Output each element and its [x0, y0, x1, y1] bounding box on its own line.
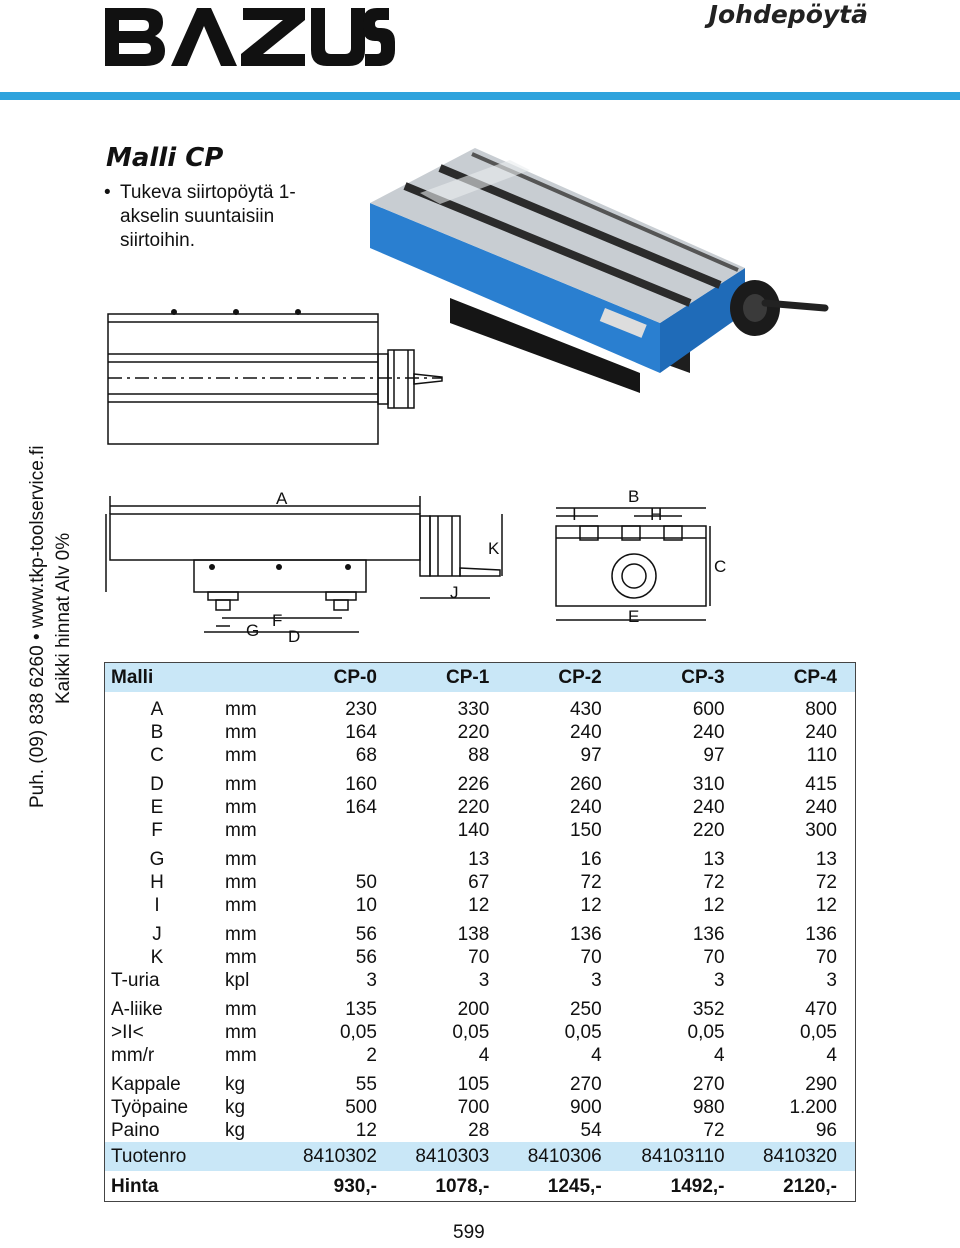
row-value: 0,05	[564, 1022, 602, 1043]
row-value: 300	[805, 820, 837, 841]
row-value: 8410306	[507, 1142, 619, 1171]
row-label: C	[150, 745, 164, 766]
spec-row	[105, 1021, 856, 1044]
row-value: 2120,-	[783, 1175, 837, 1197]
row-value: 16	[580, 849, 602, 870]
row-value: 430	[569, 699, 602, 720]
row-label: Malli	[105, 663, 222, 693]
row-value: 135	[345, 999, 377, 1020]
row-label: H	[150, 872, 164, 893]
row-unit: mm	[225, 820, 257, 841]
price-row	[105, 1171, 856, 1202]
bazus-logo	[105, 8, 395, 66]
spec-row	[105, 1096, 856, 1119]
row-value: 290	[805, 1074, 837, 1095]
row-value: 0,05	[339, 1022, 377, 1043]
vat-line: Kaikki hinnat Alv 0%	[53, 532, 74, 704]
row-unit: mm	[225, 1045, 257, 1066]
row-value: 1078,-	[435, 1175, 490, 1197]
front-view-drawing	[104, 486, 514, 646]
row-value	[283, 819, 395, 842]
row-value: 8410320	[743, 1142, 856, 1171]
row-value: 140	[457, 820, 490, 841]
spec-row	[105, 796, 856, 819]
row-value: 13	[703, 849, 725, 870]
row-label: E	[150, 797, 164, 818]
row-value: 415	[805, 774, 837, 795]
row-value: 600	[692, 699, 725, 720]
row-value: 3	[478, 970, 490, 991]
row-value: 72	[703, 1120, 725, 1141]
row-value: 28	[468, 1120, 490, 1141]
spec-row	[105, 917, 856, 946]
row-unit: mm	[225, 797, 257, 818]
row-value: 56	[355, 947, 377, 968]
dim-label-a: A	[276, 489, 288, 508]
row-value: 88	[468, 745, 490, 766]
row-value: 160	[345, 774, 377, 795]
table-header-row	[105, 663, 856, 693]
dim-label-k: K	[488, 539, 500, 558]
row-value: 1492,-	[670, 1175, 725, 1197]
row-value: 220	[457, 797, 490, 818]
row-label: Hinta	[111, 1175, 159, 1197]
row-value: 3	[591, 970, 602, 991]
row-value: 240	[805, 722, 837, 743]
model-title: Malli CP	[106, 143, 224, 173]
row-unit: mm	[225, 722, 257, 743]
row-unit: mm	[225, 947, 257, 968]
phone-line: Puh. (09) 838 6260 • www.tkp-toolservice.fi	[27, 445, 48, 808]
row-label: D	[150, 774, 164, 795]
row-value: 352	[692, 999, 725, 1020]
spec-row	[105, 744, 856, 767]
spec-row	[105, 871, 856, 894]
row-value: 0,05	[800, 1022, 837, 1043]
row-label: Työpaine	[111, 1097, 189, 1118]
row-value: 3	[826, 970, 837, 991]
spec-row	[105, 842, 856, 871]
spec-row	[105, 969, 856, 992]
dim-label-j: J	[450, 583, 459, 602]
top-view-drawing	[104, 300, 444, 448]
row-value: CP-1	[395, 663, 507, 693]
row-label: K	[150, 947, 164, 968]
row-value: 330	[457, 699, 490, 720]
row-value: 1.200	[789, 1097, 837, 1118]
row-value: 4	[713, 1045, 725, 1066]
row-value: 70	[468, 947, 490, 968]
row-value: 270	[692, 1074, 725, 1095]
row-value: 10	[355, 895, 377, 916]
page-heading: Johdepöytä	[708, 0, 868, 29]
row-value: 13	[815, 849, 837, 870]
dim-label-i: I	[572, 505, 577, 524]
row-value: 12	[468, 895, 490, 916]
row-value: 68	[355, 745, 377, 766]
spec-row	[105, 1119, 856, 1142]
dim-label-d: D	[288, 627, 301, 646]
row-value: 164	[345, 797, 377, 818]
dim-label-c: C	[714, 557, 727, 576]
dim-label-f: F	[272, 611, 283, 630]
row-label: A-liike	[111, 999, 163, 1020]
row-value: 12	[580, 895, 602, 916]
row-value: 136	[805, 924, 837, 945]
row-value: 8410303	[395, 1142, 507, 1171]
spec-row	[105, 1067, 856, 1096]
row-label: >II<	[111, 1022, 144, 1043]
row-unit: kg	[225, 1120, 246, 1141]
row-value: 136	[569, 924, 602, 945]
feature-text: Tukeva siirtopöytä 1-akselin suuntaisiin siirtoihin.	[120, 182, 296, 251]
row-value: 138	[457, 924, 490, 945]
row-value: 220	[457, 722, 490, 743]
row-unit: mm	[225, 895, 257, 916]
row-value: 240	[805, 797, 837, 818]
feature-bullet	[104, 181, 334, 253]
dim-label-b: B	[628, 487, 640, 506]
spec-row	[105, 946, 856, 969]
row-value: 72	[703, 872, 725, 893]
row-value: 84103110	[620, 1142, 743, 1171]
dim-label-g: G	[246, 621, 260, 640]
row-unit: kg	[225, 1097, 246, 1118]
row-value: 470	[805, 999, 837, 1020]
row-value: 70	[815, 947, 837, 968]
row-value: 70	[703, 947, 725, 968]
row-label: Kappale	[111, 1074, 181, 1095]
row-value: 800	[805, 699, 837, 720]
row-value: 8410302	[283, 1142, 395, 1171]
row-value: 200	[457, 999, 490, 1020]
row-label: A	[150, 699, 164, 720]
spec-row	[105, 894, 856, 917]
row-value: 310	[692, 774, 725, 795]
row-value: CP-4	[743, 663, 856, 693]
bullet-dot: •	[104, 182, 111, 203]
row-value: 105	[457, 1074, 490, 1095]
row-value: 70	[580, 947, 602, 968]
row-value: 226	[457, 774, 490, 795]
row-unit: mm	[225, 924, 257, 945]
dim-label-h: H	[650, 505, 663, 524]
row-unit: mm	[225, 999, 257, 1020]
row-value: 13	[468, 849, 490, 870]
row-value: 50	[355, 872, 377, 893]
row-value: CP-3	[620, 663, 743, 693]
row-label: Paino	[111, 1120, 160, 1141]
row-value: 230	[345, 699, 377, 720]
row-value: 980	[692, 1097, 725, 1118]
product-number-row	[105, 1142, 856, 1171]
row-value: 3	[713, 970, 725, 991]
row-value: 250	[569, 999, 602, 1020]
row-unit: mm	[225, 745, 257, 766]
row-value: 4	[478, 1045, 490, 1066]
spec-row	[105, 1044, 856, 1067]
row-unit	[221, 1142, 283, 1171]
row-value: CP-0	[283, 663, 395, 693]
row-value: 12	[355, 1120, 377, 1141]
row-value: 56	[355, 924, 377, 945]
row-value	[283, 842, 395, 871]
row-value: 54	[580, 1120, 602, 1141]
spec-row	[105, 767, 856, 796]
row-value: 72	[815, 872, 837, 893]
row-unit: mm	[225, 872, 257, 893]
row-value: 136	[692, 924, 725, 945]
header-rule	[0, 92, 960, 100]
spec-row	[105, 692, 856, 721]
page-number: 599	[453, 1222, 485, 1243]
row-value: 0,05	[452, 1022, 490, 1043]
spec-row	[105, 721, 856, 744]
row-value: 150	[569, 820, 602, 841]
row-unit: kg	[225, 1074, 246, 1095]
row-unit	[221, 1171, 283, 1202]
row-value: 220	[692, 820, 725, 841]
row-label: T-uria	[111, 970, 160, 991]
row-label: mm/r	[111, 1045, 155, 1066]
row-value: 97	[580, 745, 602, 766]
row-value: 2	[366, 1045, 377, 1066]
row-label: B	[150, 722, 164, 743]
row-value: 4	[826, 1045, 837, 1066]
row-value: 67	[468, 872, 490, 893]
row-value: 240	[692, 722, 725, 743]
row-value: 240	[692, 797, 725, 818]
row-value: 72	[580, 872, 602, 893]
row-unit: mm	[225, 1022, 257, 1043]
row-value: 4	[591, 1045, 602, 1066]
row-value: 700	[457, 1097, 490, 1118]
row-label: J	[152, 924, 162, 945]
row-value: 260	[569, 774, 602, 795]
row-label: I	[154, 895, 160, 916]
row-value: 55	[355, 1074, 377, 1095]
spec-table-body	[105, 663, 856, 1202]
side-view-drawing	[550, 486, 740, 626]
row-value: 12	[815, 895, 837, 916]
dim-label-e: E	[628, 607, 640, 626]
row-label: F	[151, 820, 163, 841]
row-value: 110	[806, 745, 837, 766]
row-value: 240	[569, 797, 602, 818]
row-value: 1245,-	[547, 1175, 602, 1197]
row-value: 12	[703, 895, 725, 916]
row-value: 3	[366, 970, 377, 991]
row-value: 97	[703, 745, 725, 766]
row-value: 500	[345, 1097, 377, 1118]
row-value: 270	[569, 1074, 602, 1095]
row-unit: mm	[225, 699, 257, 720]
row-value: CP-2	[507, 663, 619, 693]
row-value: 164	[345, 722, 377, 743]
row-unit: mm	[225, 849, 257, 870]
row-value: 0,05	[687, 1022, 725, 1043]
spec-row	[105, 819, 856, 842]
row-label: Tuotenro	[105, 1142, 222, 1171]
row-unit: kpl	[225, 970, 250, 991]
row-unit: mm	[225, 774, 257, 795]
row-label: G	[149, 849, 165, 870]
spec-row	[105, 992, 856, 1021]
row-value: 900	[569, 1097, 602, 1118]
side-contact	[25, 445, 77, 808]
spec-table	[104, 662, 856, 1202]
row-value: 930,-	[333, 1175, 377, 1197]
row-value: 240	[569, 722, 602, 743]
row-unit	[221, 663, 283, 693]
row-value: 96	[815, 1120, 837, 1141]
